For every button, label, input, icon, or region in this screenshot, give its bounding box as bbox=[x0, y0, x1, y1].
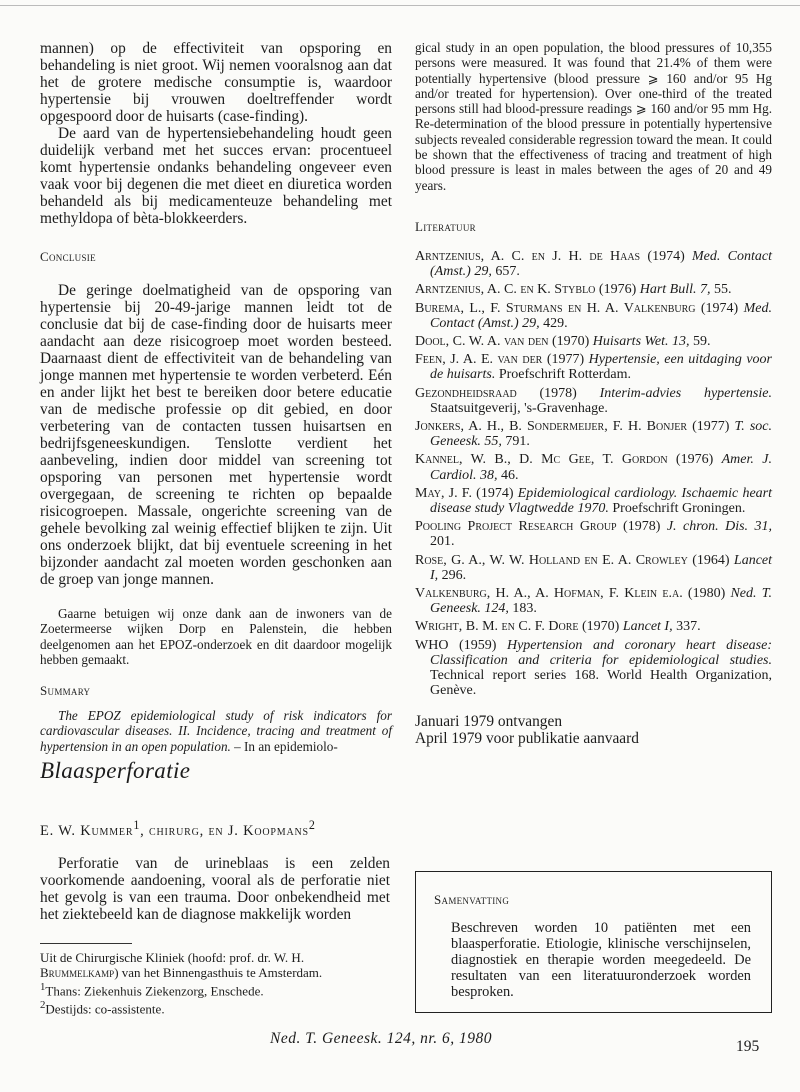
left-column bbox=[40, 40, 392, 754]
reference-source: Amer. J. Cardiol. 38, bbox=[430, 452, 772, 483]
author-2-note: 2 bbox=[308, 818, 316, 832]
reference-rest: 183. bbox=[508, 601, 537, 617]
reference-source: Ned. T. Geneesk. 124, bbox=[430, 586, 772, 617]
reference-rest: 429. bbox=[539, 315, 568, 331]
reference-rest: 59. bbox=[689, 333, 711, 349]
reference-year: (1976) bbox=[595, 282, 640, 298]
reference-rest: 201. bbox=[430, 534, 455, 550]
reference-rest: 55. bbox=[710, 282, 732, 298]
article-title: Blaasperforatie bbox=[40, 758, 191, 783]
reference-year: (1978) bbox=[516, 385, 600, 401]
reference-item bbox=[415, 519, 772, 549]
footnote-2-text: Destijds: co-assistente. bbox=[45, 1001, 165, 1017]
reference-rest: Proefschrift Rotterdam. bbox=[495, 367, 632, 383]
received-date: Januari 1979 ontvangen bbox=[415, 713, 563, 731]
reference-rest: 337. bbox=[672, 619, 701, 635]
reference-item bbox=[415, 386, 772, 416]
reference-source: J. chron. Dis. 31, bbox=[666, 519, 772, 535]
reference-source: Hart Bull. 7, bbox=[639, 282, 711, 298]
summary-heading: Summary bbox=[40, 683, 91, 699]
samenvatting-heading: Samenvatting bbox=[434, 892, 510, 907]
reference-source: T. soc. Geneesk. 55, bbox=[430, 419, 772, 450]
reference-year: (1974) bbox=[471, 485, 518, 501]
reference-rest: Technical report series 168. World Health Organization, Genève. bbox=[430, 668, 772, 699]
reference-year: (1977) bbox=[687, 419, 735, 434]
reference-item bbox=[415, 352, 772, 382]
reference-year: (1974) bbox=[640, 248, 693, 264]
reference-year: (1980) bbox=[682, 586, 731, 602]
footnote-affiliation-name: Brummelkamp bbox=[40, 965, 115, 980]
author-1: E. W. Kummer bbox=[40, 822, 134, 839]
reference-item bbox=[415, 619, 772, 634]
reference-list bbox=[415, 249, 772, 698]
author-2: J. Koopmans bbox=[227, 822, 309, 839]
reference-source: Huisarts Wet. 13, bbox=[592, 333, 690, 349]
reference-item bbox=[415, 334, 772, 349]
reference-year: (1970) bbox=[578, 619, 623, 635]
reference-rest: 296. bbox=[438, 567, 467, 583]
author-role: , chirurg, en bbox=[140, 822, 228, 839]
reference-year: (1959) bbox=[448, 637, 507, 653]
reference-authors: Valkenburg, H. A., A. Hofman, F. Klein e.a. bbox=[415, 586, 683, 602]
reference-rest: 657. bbox=[491, 264, 520, 280]
journal-citation: Ned. T. Geneesk. 124, nr. 6, 1980 bbox=[270, 1030, 492, 1047]
reference-source: Interim-advies hypertensie. bbox=[599, 385, 772, 401]
reference-authors: Arntzenius, A. C. en J. H. de Haas bbox=[415, 248, 641, 264]
footnote-affiliation bbox=[40, 950, 380, 980]
summary-text bbox=[40, 708, 392, 754]
reference-authors: May, J. F. bbox=[415, 485, 472, 501]
reference-authors: WHO bbox=[415, 637, 449, 653]
reference-authors: Pooling Project Research Group bbox=[415, 519, 617, 535]
footnotes bbox=[40, 950, 380, 1017]
footnote-1-mark: 1 bbox=[40, 981, 46, 993]
literature-heading: Literatuur bbox=[415, 218, 476, 234]
paragraph-treatment: De aard van de hypertensiebehandeling houdt geen duidelijk verband met het succes ervan: procentueel komt hypertensie ondanks behandeling ongeveer even vaak voor bij degenen die met dieet en diuretica worden behandeld als bij medicamenteuze behandeling met methyldopa of bèta-blokkeerders. bbox=[40, 125, 392, 227]
reference-source: Epidemiological cardiology. Ischaemic heart disease study Vlagtwedde 1970. bbox=[430, 485, 772, 517]
footnote-rule bbox=[40, 943, 132, 944]
page-number: 195 bbox=[736, 1038, 760, 1055]
author-1-note: 1 bbox=[133, 818, 141, 832]
reference-rest: 791. bbox=[501, 434, 530, 450]
intro-paragraph: Perforatie van de urineblaas is een zelden voorkomende aandoening, vooral als de perforatie niet het gevolg is van een trauma. Door onbekendheid met het ziektebeeld kan de diagnose makkelijk worden bbox=[40, 855, 390, 923]
reference-item bbox=[415, 282, 772, 297]
reference-year: (1976) bbox=[667, 452, 722, 468]
reference-rest: 46. bbox=[497, 467, 519, 483]
summary-continuation: gical study in an open population, the blood pressures of 10,355 persons were measured. It was found that 21.4% of them were potentially hypertensive (blood pressure ⩾ 160 and/or 95 Hg and/or treated for hypertension). Over one-third of the treated persons still had blood-pressure readings ⩾ 160 and/or 95 mm Hg. Re-determination of the blood pressure in potentially hypertensive subjects revealed considerable regression toward the mean. It could be shown that the effectiveness of tracing and treatment of high blood pressure is least in males between the ages of 20 and 49 years. bbox=[415, 40, 772, 193]
article-intro bbox=[40, 855, 390, 923]
footnote-1-text: Thans: Ziekenhuis Ziekenzorg, Enschede. bbox=[45, 983, 264, 999]
footnote-1 bbox=[40, 980, 380, 998]
reference-year: (1974) bbox=[695, 300, 744, 316]
footnote-affiliation-a: Uit de Chirurgische Kliniek (hoofd: prof. dr. W. H. bbox=[40, 950, 305, 965]
reference-item bbox=[415, 249, 772, 279]
reference-authors: Gezondheidsraad bbox=[415, 385, 517, 401]
reference-item bbox=[415, 638, 772, 699]
conclusion-text: De geringe doelmatigheid van de opsporing van hypertensie bij 20-49-jarige mannen leidt tot de conclusie dat bij de case-finding door de huisarts meer aandacht aan deze risicogroep moet worden besteed. Daarnaast dient de effectiviteit van de behandeling van jonge mannen met hypertensie te worden verbeterd. Eén en ander lijkt het best te bereiken door betere educatie van de medische professie op dit gebied, en door verbetering van de contacten tussen huisartsen en bedrijfsgeneeskundigen. Tenslotte verdient het aanbeveling, indien door middel van screening tot opsporing van personen met hypertensie wordt overgegaan, de screening te richten op bepaalde risicogroepen. Massale, ongerichte screening van de gehele bevolking zal weinig effectief blijken te zijn. Uit ons onderzoek blijkt, dat bij eventuele screening in het bijzonder aandacht zal moeten worden geschonken aan de groep van jonge mannen. bbox=[40, 282, 392, 588]
reference-year: (1978) bbox=[616, 519, 667, 535]
reference-source: Lancet I, bbox=[430, 552, 773, 583]
paragraph-case-finding: mannen) op de effectiviteit van opsporing en behandeling is niet groot. Wij nemen vooralsnog aan dat het de grotere medische consumptie is, waardoor hypertensie bij vrouwen doeltreffender wordt opgespoord door de huisarts (case-finding). bbox=[40, 40, 392, 125]
samenvatting-box bbox=[415, 871, 772, 1013]
reference-item bbox=[415, 486, 772, 516]
reference-authors: Feen, J. A. E. van der bbox=[415, 352, 543, 368]
reference-source: Med. Contact (Amst.) 29, bbox=[430, 300, 773, 331]
conclusion-heading: Conclusie bbox=[40, 249, 96, 264]
reference-authors: Wright, B. M. en C. F. Dore bbox=[415, 619, 579, 635]
footnote-2 bbox=[40, 998, 380, 1016]
reference-item bbox=[415, 301, 772, 331]
byline bbox=[40, 818, 316, 840]
reference-item bbox=[415, 452, 772, 482]
reference-authors: Jonkers, A. H., B. Sondermeijer, F. H. Bonjer bbox=[415, 419, 688, 434]
reference-source: Hypertension and coronary heart disease: Classification and criteria for epidemiological studies. bbox=[430, 637, 772, 668]
reference-year: (1977) bbox=[542, 352, 589, 368]
reference-source: Hypertensie, een uitdaging voor de huisarts. bbox=[430, 352, 773, 383]
reference-rest: Staatsuitgeverij, 's-Gravenhage. bbox=[430, 400, 608, 416]
reference-source: Med. Contact (Amst.) 29, bbox=[430, 248, 773, 280]
reference-authors: Arntzenius, A. C. en K. Styblo bbox=[415, 282, 596, 298]
footnote-2-mark: 2 bbox=[40, 999, 46, 1012]
samenvatting-text: Beschreven worden 10 patiënten met een blaasperforatie. Etiologie, klinische verschijnselen, diagnostiek en therapie worden meegedeeld. De resultaten van een literatuuronderzoek worden besproken. bbox=[451, 920, 751, 1000]
reference-item bbox=[415, 553, 772, 583]
reference-authors: Rose, G. A., W. W. Holland en E. A. Crowley bbox=[415, 552, 688, 568]
summary-text-start: – In an epidemiolo- bbox=[230, 738, 338, 754]
summary-title: The EPOZ epidemiological study of risk indicators for cardiovascular diseases. II. Incidence, tracing and treatment of hypertension in an open population. bbox=[40, 708, 392, 754]
reference-source: Lancet I, bbox=[622, 619, 673, 635]
reference-year: (1970) bbox=[548, 333, 593, 349]
accepted-date: April 1979 voor publikatie aanvaard bbox=[415, 730, 639, 748]
footnote-affiliation-c: ) van het Binnengasthuis te Amsterdam. bbox=[114, 965, 323, 980]
reference-authors: Kannel, W. B., D. Mc Gee, T. Gordon bbox=[415, 452, 668, 468]
reference-year: (1964) bbox=[687, 552, 734, 568]
reference-item bbox=[415, 586, 772, 616]
reference-rest: Proefschrift Groningen. bbox=[608, 501, 746, 517]
acknowledgement: Gaarne betuigen wij onze dank aan de inwoners van de Zoetermeerse wijken Dorp en Palenstein, die hebben deelgenomen aan het EPOZ-onderzoek en dit daardoor mogelijk hebben gemaakt. bbox=[40, 606, 392, 667]
reference-item bbox=[415, 419, 772, 449]
right-column bbox=[415, 40, 772, 747]
top-rule bbox=[0, 5, 800, 6]
reference-authors: Burema, L., F. Sturmans en H. A. Valkenburg bbox=[415, 300, 696, 316]
reference-authors: Dool, C. W. A. van den bbox=[415, 333, 549, 349]
